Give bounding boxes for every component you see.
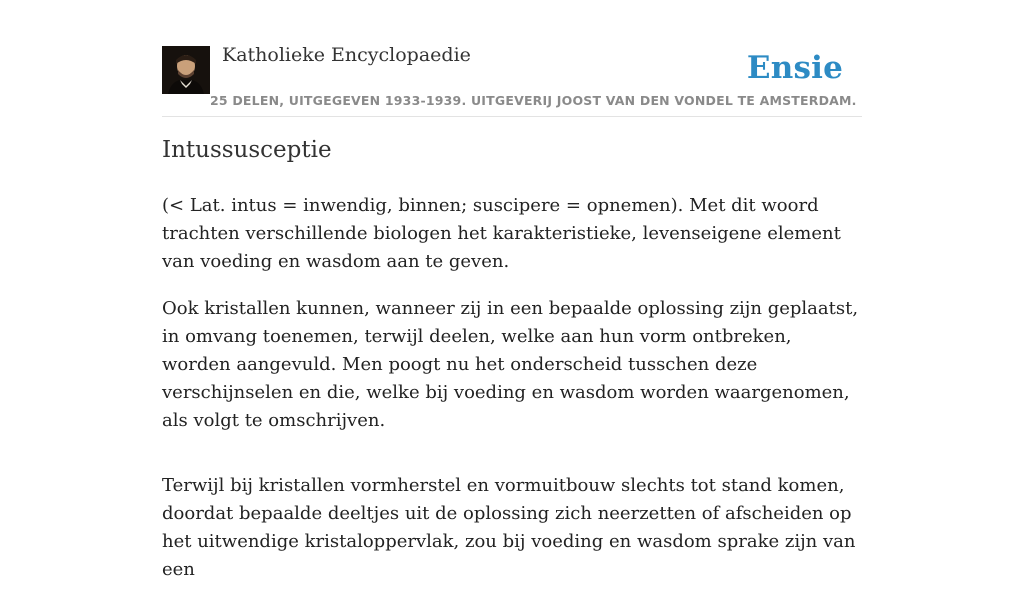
article-paragraph: Terwijl bij kristallen vormherstel en vormuitbouw slechts tot stand komen, doordat bepaalde deeltjes uit de oplossing zich neerzetten of afscheiden op het uitwendige kristaloppervlak, zou bij voeding en wasdom sprake zijn van een: [162, 475, 856, 580]
source-subtitle: 25 DELEN, UITGEGEVEN 1933-1939. UITGEVERIJ JOOST VAN DEN VONDEL TE AMSTERDAM.: [210, 93, 857, 108]
article-paragraph: Ook kristallen kunnen, wanneer zij in een bepaalde oplossing zijn geplaatst, in omvang toenemen, terwijl deelen, welke aan hun vorm ontbreken, worden aangevuld. Men poogt nu het onderscheid tusschen deze verschijnselen en die, welke bij voeding en wasdom worden waargenomen, als volgt te omschrijven.: [162, 298, 859, 431]
source-avatar[interactable]: [162, 46, 210, 94]
ensie-logo-link[interactable]: Ensie: [746, 50, 843, 86]
source-title[interactable]: Katholieke Encyclopaedie: [222, 44, 471, 66]
article-title: Intussusceptie: [162, 137, 332, 163]
article-body: [162, 192, 862, 603]
page-container: [162, 0, 862, 580]
source-header: [162, 0, 862, 117]
portrait-icon: [162, 46, 210, 94]
article-paragraph: (< Lat. intus = inwendig, binnen; suscipere = opnemen). Met dit woord trachten verschillende biologen het karakteristieke, levenseigene element van voeding en wasdom aan te geven.: [162, 195, 841, 272]
